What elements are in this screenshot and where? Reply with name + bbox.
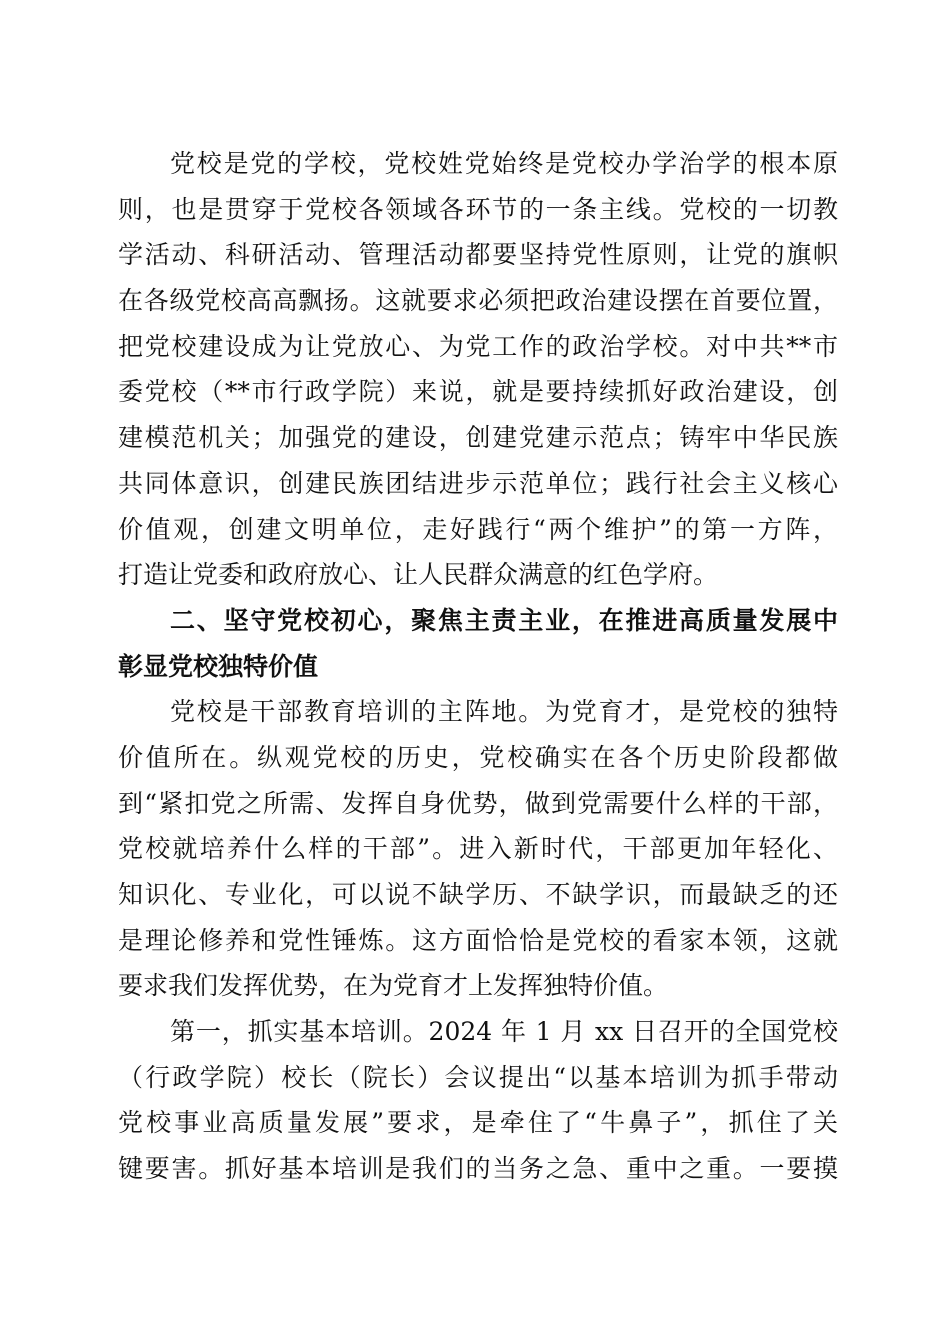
paragraph-line: 党校是干部教育培训的主阵地。为党育才，是党校的独特 [170, 697, 838, 727]
paragraph-line: 是理论修养和党性锤炼。这方面恰恰是党校的看家本领，这就 [118, 925, 838, 955]
paragraph-line: 打造让党委和政府放心、让人民群众满意的红色学府。 [118, 560, 719, 590]
paragraph-line: 价值观，创建文明单位，走好践行“两个维护”的第一方阵， [118, 514, 838, 544]
paragraph-line: （行政学院）校长（院长）会议提出“以基本培训为抓手带动 [118, 1062, 838, 1092]
paragraph-line: 学活动、科研活动、管理活动都要坚持党性原则，让党的旗帜 [118, 240, 838, 270]
paragraph-line: 委党校（**市行政学院）来说，就是要持续抓好政治建设，创 [118, 377, 838, 407]
paragraph-line: 则，也是贯穿于党校各领域各环节的一条主线。党校的一切教 [118, 194, 838, 224]
paragraph-line: 价值所在。纵观党校的历史，党校确实在各个历史阶段都做 [118, 742, 838, 772]
paragraph-line: 知识化、专业化，可以说不缺学历、不缺学识，而最缺乏的还 [118, 880, 838, 909]
paragraph-line: 到“紧扣党之所需、发挥自身优势，做到党需要什么样的干部， [118, 788, 838, 818]
paragraph-line: 第一，抓实基本培训。2024 年 1 月 xx 日召开的全国党校 [170, 1017, 838, 1047]
paragraph-line: 键要害。抓好基本培训是我们的当务之急、重中之重。一要摸 [118, 1154, 838, 1184]
paragraph-line: 建模范机关；加强党的建设，创建党建示范点；铸牢中华民族 [118, 423, 838, 453]
paragraph-line: 党校事业高质量发展”要求，是牵住了“牛鼻子”，抓住了关 [118, 1108, 838, 1138]
section-heading-line: 二、坚守党校初心，聚焦主责主业，在推进高质量发展中 [170, 605, 838, 635]
paragraph-line: 要求我们发挥优势，在为党育才上发挥独特价值。 [118, 971, 669, 1001]
paragraph-line: 党校是党的学校，党校姓党始终是党校办学治学的根本原 [170, 149, 838, 178]
paragraph-line: 把党校建设成为让党放心、为党工作的政治学校。对中共**市 [118, 331, 838, 361]
document-body [118, 141, 838, 1192]
paragraph-line: 在各级党校高高飘扬。这就要求必须把政治建设摆在首要位置， [118, 286, 838, 316]
section-heading-line: 彰显党校独特价值 [118, 651, 319, 681]
paragraph-line: 共同体意识，创建民族团结进步示范单位；践行社会主义核心 [118, 468, 838, 498]
paragraph-line: 党校就培养什么样的干部”。进入新时代，干部更加年轻化、 [118, 834, 838, 864]
